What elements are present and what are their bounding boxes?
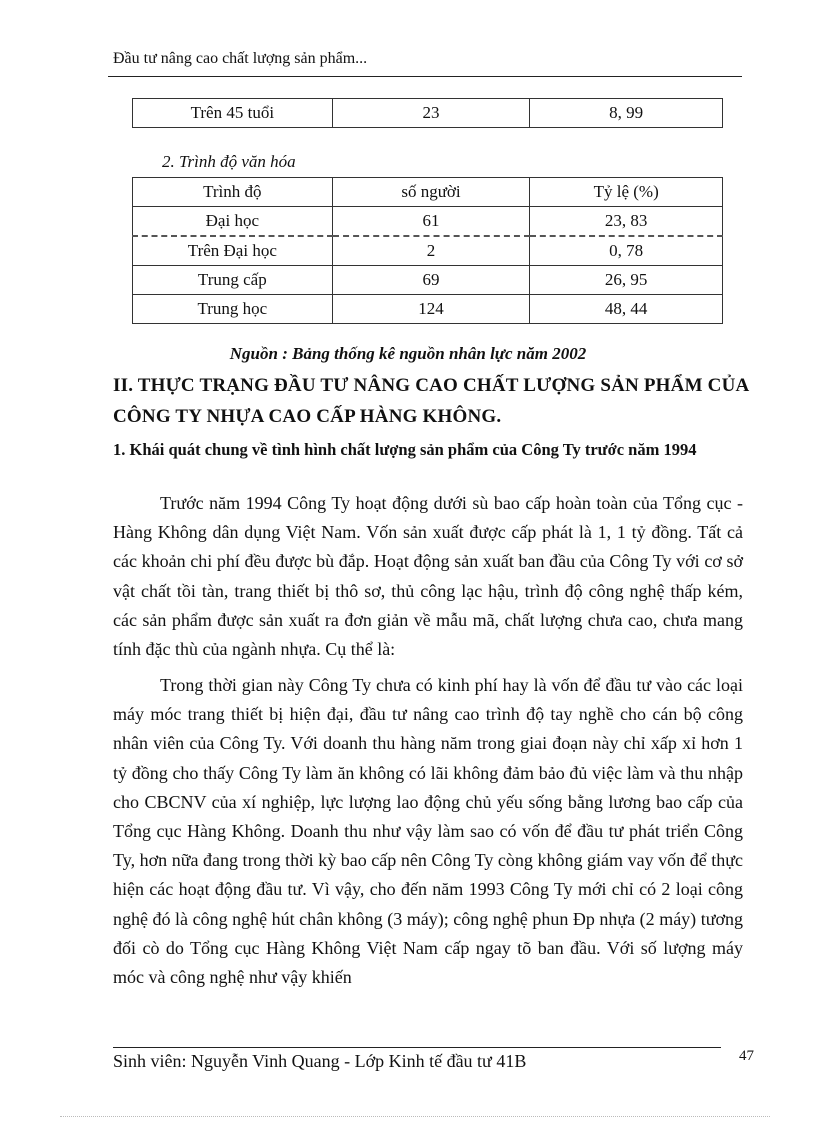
table-row [133,236,723,266]
count-cell: 124 [332,295,530,324]
level-cell: Trung cấp [133,266,333,295]
level-cell: Trung học [133,295,333,324]
page-number: 47 [739,1048,754,1064]
table-source-note: Nguồn : Bảng thống kê nguồn nhân lực năm 2002 [229,344,587,363]
percent-cell: 48, 44 [530,295,723,324]
body-paragraph: Trước năm 1994 Công Ty hoạt động dưới sù bao cấp hoàn toàn của Tổng cục - Hàng Không dân dụng Việt Nam. Vốn sản xuất được cấp phát là 1, 1 tỷ đồng. Tất cả các khoản chi phí đều được bù đắp. Hoạt động sản xuất ban đầu của Công Ty với cơ sở vật chất tồi tàn, trang thiết bị thô sơ, thủ công lạc hậu, trình độ công nghệ thấp kém, các sản phẩm được sản xuất ra đơn giản về mẫu mã, chất lượng chưa cao, chưa mang tính đặc thù của ngành nhựa. Cụ thể là: [113,493,743,660]
count-cell: 61 [332,207,530,237]
column-header: Tỷ lệ (%) [530,178,723,207]
count-cell: 69 [332,266,530,295]
table-row [133,207,723,237]
count-cell: 23 [332,99,530,128]
percent-cell: 26, 95 [530,266,723,295]
table-row [133,99,723,128]
page-header-title: Đầu tư nâng cao chất lượng sản phẩm... [113,50,368,67]
section-heading: II. THỰC TRẠNG ĐẦU TƯ NÂNG CAO CHẤT LƯỢNG SẢN PHẨM CỦA CÔNG TY NHỰA CAO CẤP HÀNG KHÔNG. [113,375,749,427]
column-header: số người [332,178,530,207]
table-row [133,295,723,324]
page-edge-dotted-line [60,1116,770,1117]
age-group-cell: Trên 45 tuổi [133,99,333,128]
subsection-heading: 1. Khái quát chung về tình hình chất lượng sản phẩm của Công Ty trước năm 1994 [113,440,697,459]
level-cell: Đại học [133,207,333,237]
percent-cell: 23, 83 [530,207,723,237]
age-table [132,98,723,128]
percent-cell: 0, 78 [530,236,723,266]
level-cell: Trên Đại học [133,236,333,266]
footer-student-info: Sinh viên: Nguyễn Vinh Quang - Lớp Kinh tế đầu tư 41B [113,1051,527,1071]
percent-cell: 8, 99 [530,99,723,128]
column-header: Trình độ [133,178,333,207]
table-caption: 2. Trình độ văn hóa [162,152,296,171]
footer-divider [113,1047,721,1048]
table-header-row [133,178,723,207]
body-paragraph: Trong thời gian này Công Ty chưa có kinh phí hay là vốn để đầu tư vào các loại máy móc trang thiết bị hiện đại, đầu tư nâng cao trình độ tay nghề cho cán bộ công nhân viên của Công Ty. Với doanh thu hàng năm trong giai đoạn này chỉ xấp xỉ hơn 1 tỷ đồng cho thấy Công Ty làm ăn không có lãi không đảm bảo đủ việc làm và thu nhập cho CBCNV của xí nghiệp, lực lượng lao động chủ yếu sống bằng lương bao cấp của Tổng cục Hàng Không. Doanh thu như vậy làm sao có vốn để đầu tư phát triển Công Ty, hơn nữa đang trong thời kỳ bao cấp nên Công Ty còng không giám vay vốn để thực hiện các hoạt động đầu tư. Vì vậy, cho đến năm 1993 Công Ty mới chỉ có 2 loại công nghệ đó là công nghệ hút chân không (3 máy); công nghệ phun Đp nhựa (2 máy) tương đối cò do Tổng cục Hàng Không Việt Nam cấp ngay tõ ban đầu. Với số lượng máy móc và công nghệ như vậy khiến [113,675,743,988]
count-cell: 2 [332,236,530,266]
header-divider [108,76,742,77]
education-table [132,177,723,324]
table-row [133,266,723,295]
